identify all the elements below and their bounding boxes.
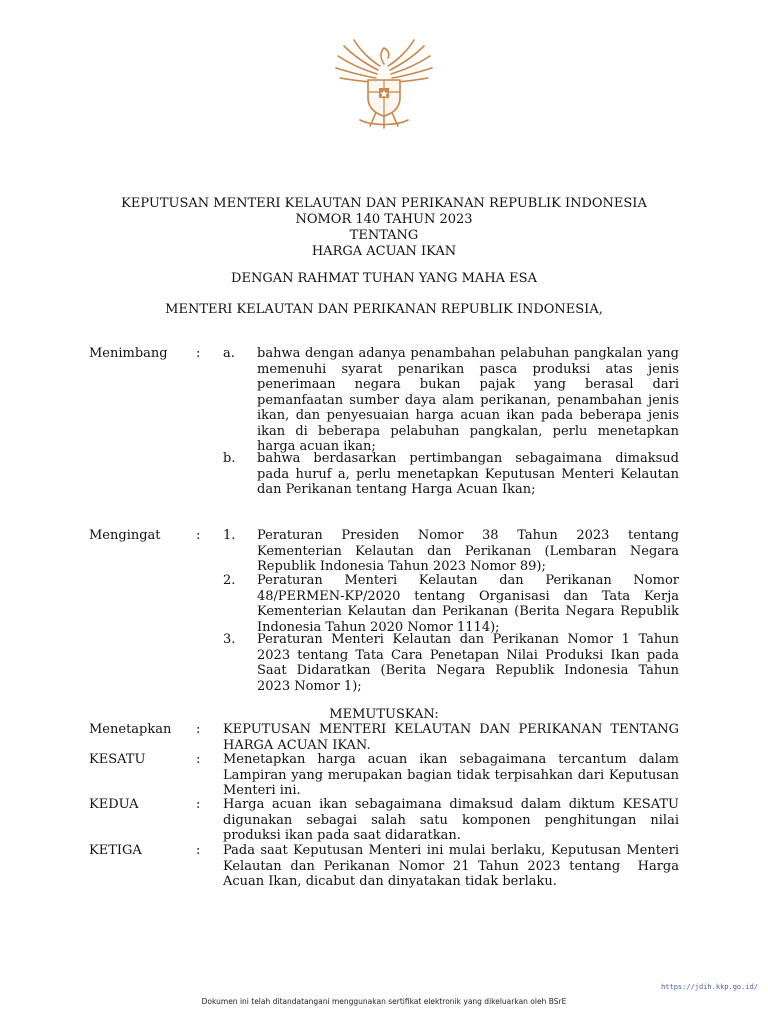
mengingat-item-1-text: Peraturan Presiden Nomor 38 Tahun 2023 tentang Kementerian Kelautan dan Perikanan (Lembaran Negara Republik Indonesia Tahun 2023 Nomor 89); xyxy=(257,528,679,574)
title-line-2: NOMOR 140 TAHUN 2023 xyxy=(295,212,473,227)
memutuskan-heading: MEMUTUSKAN: xyxy=(329,707,439,722)
title-line-4: HARGA ACUAN IKAN xyxy=(311,244,457,259)
mengingat-label: Mengingat xyxy=(89,528,161,543)
ketiga-colon: : xyxy=(196,843,201,858)
mengingat-item-3-text: Peraturan Menteri Kelautan dan Perikanan Nomor 1 Tahun 2023 tentang Tata Cara Penetapan Nilai Produksi Ikan pada Saat Didaratkan (Berita Negara Republik Indonesia Tahun 2023 Nomor 1); xyxy=(257,632,679,694)
garuda-pancasila-emblem-icon xyxy=(330,36,438,132)
rahmat-line: DENGAN RAHMAT TUHAN YANG MAHA ESA xyxy=(231,271,537,286)
menimbang-colon: : xyxy=(196,346,201,361)
kedua-text: Harga acuan ikan sebagaimana dimaksud dalam diktum KESATU digunakan sebagai salah satu komponen penghitungan nilai produksi ikan pada saat didaratkan. xyxy=(223,797,679,843)
menimbang-item-a-mark: a. xyxy=(223,346,235,361)
mengingat-item-2-text: Peraturan Menteri Kelautan dan Perikanan Nomor 48/PERMEN-KP/2020 tentang Organisasi dan Tata Kerja Kementerian Kelautan dan Perikanan (Berita Negara Republik Indonesia Tahun 2020 Nomor 1114); xyxy=(257,573,679,635)
ketiga-label: KETIGA xyxy=(89,843,142,858)
kesatu-colon: : xyxy=(196,752,201,767)
title-line-3: TENTANG xyxy=(349,228,419,243)
menetapkan-colon: : xyxy=(196,722,201,737)
ketiga-text: Pada saat Keputusan Menteri ini mulai berlaku, Keputusan Menteri Kelautan dan Perikanan Nomor 21 Tahun 2023 tentang Harga Acuan Ikan, dicabut dan dinyatakan tidak berlaku. xyxy=(223,843,684,889)
kesatu-label: KESATU xyxy=(89,752,146,767)
title-line-1: KEPUTUSAN MENTERI KELAUTAN DAN PERIKANAN REPUBLIK INDONESIA xyxy=(121,196,647,211)
signature-footer-note: Dokumen ini telah ditandatangani menggunakan sertifikat elektronik yang dikeluarkan oleh BSrE xyxy=(201,997,567,1006)
menimbang-item-a-text: bahwa dengan adanya penambahan pelabuhan pangkalan yang memenuhi syarat penarikan pasca produksi atas jenis penerimaan negara bukan pajak yang berasal dari pemanfaatan sumber daya alam perikanan, penambahan jenis ikan, dan penyesuaian harga acuan ikan pada beberapa jenis ikan di beberapa pelabuhan pangkalan, perlu menetapkan harga acuan ikan; xyxy=(257,346,679,454)
mengingat-item-1-mark: 1. xyxy=(223,528,236,543)
jdih-url-link[interactable]: https://jdih.kkp.go.id/ xyxy=(661,983,758,991)
menetapkan-label: Menetapkan xyxy=(89,722,172,737)
mengingat-colon: : xyxy=(196,528,201,543)
kedua-colon: : xyxy=(196,797,201,812)
menimbang-label: Menimbang xyxy=(89,346,168,361)
menimbang-item-b-mark: b. xyxy=(223,451,236,466)
menteri-line: MENTERI KELAUTAN DAN PERIKANAN REPUBLIK INDONESIA, xyxy=(165,302,603,317)
mengingat-item-3-mark: 3. xyxy=(223,632,236,647)
kesatu-text: Menetapkan harga acuan ikan sebagaimana tercantum dalam Lampiran yang merupakan bagian tidak terpisahkan dari Keputusan Menteri ini. xyxy=(223,752,679,798)
kedua-label: KEDUA xyxy=(89,797,139,812)
menetapkan-text: KEPUTUSAN MENTERI KELAUTAN DAN PERIKANAN TENTANG HARGA ACUAN IKAN. xyxy=(223,722,679,753)
mengingat-item-2-mark: 2. xyxy=(223,573,236,588)
decree-title xyxy=(0,196,768,260)
menimbang-item-b-text: bahwa berdasarkan pertimbangan sebagaimana dimaksud pada huruf a, perlu menetapkan Keputusan Menteri Kelautan dan Perikanan tentang Harga Acuan Ikan; xyxy=(257,451,679,497)
